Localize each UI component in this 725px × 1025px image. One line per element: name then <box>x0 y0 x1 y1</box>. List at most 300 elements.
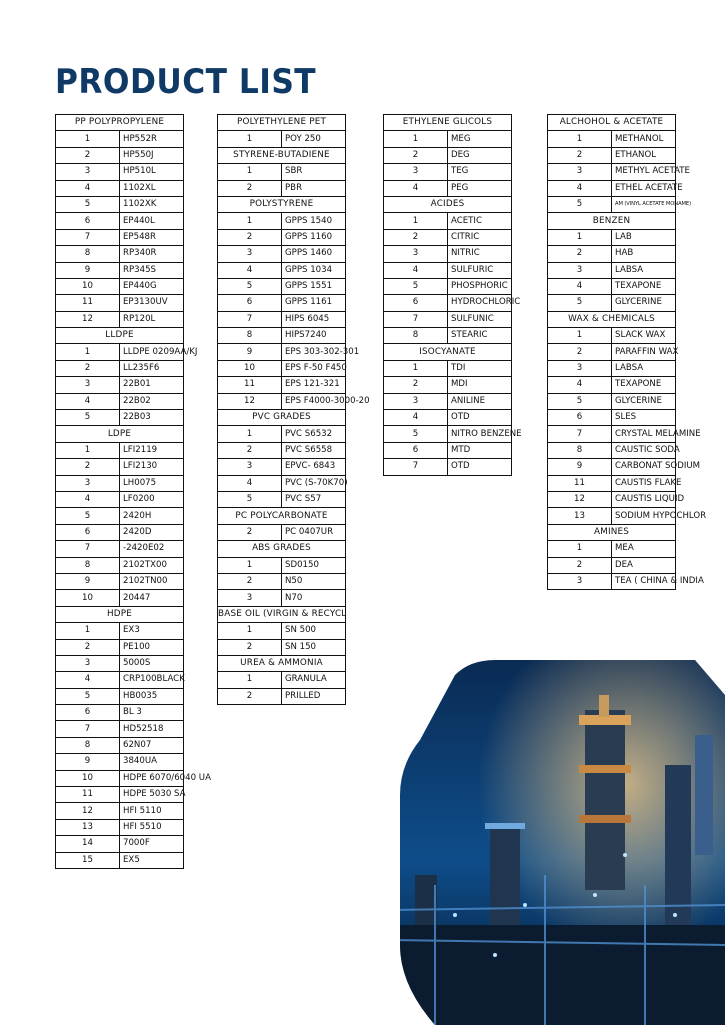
item-number: 5 <box>548 393 612 409</box>
table-row <box>56 393 184 409</box>
item-number: 7 <box>218 311 282 327</box>
section-header-benzen: BENZEN <box>548 213 676 229</box>
table-row <box>384 213 512 229</box>
product-name: LABSA <box>612 360 676 376</box>
product-name: CARBONAT SODIUM <box>612 459 676 475</box>
item-number: 2 <box>218 688 282 704</box>
product-name: LFI2119 <box>120 442 184 458</box>
section-header-row <box>218 541 346 557</box>
product-name: SD0150 <box>282 557 346 573</box>
item-number: 11 <box>56 787 120 803</box>
table-row <box>218 344 346 360</box>
table-row <box>56 475 184 491</box>
table-row <box>56 377 184 393</box>
product-name: GPPS 1540 <box>282 213 346 229</box>
product-name: SLES <box>612 410 676 426</box>
table-row <box>56 705 184 721</box>
product-name: 2420D <box>120 524 184 540</box>
product-name: BL 3 <box>120 705 184 721</box>
item-number: 14 <box>56 836 120 852</box>
table-row <box>548 164 676 180</box>
item-number: 1 <box>384 213 448 229</box>
section-header-lldpe: LLDPE <box>56 328 184 344</box>
table-row <box>218 311 346 327</box>
table-row <box>548 147 676 163</box>
item-number: 1 <box>56 344 120 360</box>
table-row <box>218 573 346 589</box>
product-name: RP120L <box>120 311 184 327</box>
item-number: 8 <box>56 246 120 262</box>
item-number: 3 <box>384 164 448 180</box>
product-name: OTD <box>448 459 512 475</box>
item-number: 3 <box>218 459 282 475</box>
item-number: 4 <box>384 262 448 278</box>
item-number: 12 <box>218 393 282 409</box>
table-row <box>548 131 676 147</box>
item-number: 6 <box>548 410 612 426</box>
product-name: PARAFFIN WAX <box>612 344 676 360</box>
table-row <box>56 852 184 868</box>
product-name: GPPS 1034 <box>282 262 346 278</box>
product-name: GLYCERINE <box>612 393 676 409</box>
table-row <box>56 557 184 573</box>
refinery-photo <box>395 655 725 1025</box>
item-number: 2 <box>548 147 612 163</box>
item-number: 5 <box>218 278 282 294</box>
item-number: 7 <box>384 311 448 327</box>
item-number: 6 <box>218 295 282 311</box>
section-header-row <box>384 344 512 360</box>
table-row <box>384 278 512 294</box>
item-number: 4 <box>384 410 448 426</box>
section-header-hdpe: HDPE <box>56 606 184 622</box>
table-row <box>384 262 512 278</box>
product-name: TDI <box>448 360 512 376</box>
table-row <box>56 655 184 671</box>
product-name: HFI 5110 <box>120 803 184 819</box>
table-row <box>56 721 184 737</box>
table-row <box>218 393 346 409</box>
table-row <box>218 688 346 704</box>
product-name: SODIUM HYPOCHLOR <box>612 508 676 524</box>
table-row <box>548 459 676 475</box>
product-name: TEG <box>448 164 512 180</box>
product-name: GPPS 1551 <box>282 278 346 294</box>
table-row <box>56 491 184 507</box>
table-row <box>56 278 184 294</box>
section-header-row <box>218 655 346 671</box>
product-name: PRILLED <box>282 688 346 704</box>
product-name: PHOSPHORIC <box>448 278 512 294</box>
product-name: NITRO BENZENE <box>448 426 512 442</box>
item-number: 5 <box>56 410 120 426</box>
item-number: 10 <box>56 590 120 606</box>
product-name: MEG <box>448 131 512 147</box>
section-header-abs-grades: ABS GRADES <box>218 541 346 557</box>
product-name: STEARIC <box>448 328 512 344</box>
product-name: ETHANOL <box>612 147 676 163</box>
table-row <box>384 147 512 163</box>
section-header-row <box>384 115 512 131</box>
product-name: EX3 <box>120 623 184 639</box>
table-row <box>218 328 346 344</box>
item-number: 1 <box>548 541 612 557</box>
table-row <box>548 410 676 426</box>
table-row <box>548 344 676 360</box>
item-number: 2 <box>384 229 448 245</box>
product-name: EP440L <box>120 213 184 229</box>
item-number: 1 <box>384 360 448 376</box>
product-table <box>55 114 211 869</box>
product-name: PVC S6558 <box>282 442 346 458</box>
section-header-row <box>218 606 346 622</box>
product-name: CRP100BLACK <box>120 672 184 688</box>
item-number: 3 <box>56 655 120 671</box>
table-row <box>56 180 184 196</box>
item-number: 2 <box>218 524 282 540</box>
product-name: RP345S <box>120 262 184 278</box>
product-name: HDPE 6070/6040 UA <box>120 770 184 786</box>
page-title: PRODUCT LIST <box>55 62 317 102</box>
product-name: CRYSTAL MELAMINE <box>612 426 676 442</box>
product-name: GLYCERINE <box>612 295 676 311</box>
product-name: POY 250 <box>282 131 346 147</box>
item-number: 1 <box>218 131 282 147</box>
item-number: 4 <box>56 393 120 409</box>
table-row <box>384 131 512 147</box>
item-number: 5 <box>56 508 120 524</box>
table-row <box>218 475 346 491</box>
product-name: LF0200 <box>120 491 184 507</box>
product-name: PBR <box>282 180 346 196</box>
table-row <box>56 770 184 786</box>
product-name: EP440G <box>120 278 184 294</box>
section-header-base-oil-virgin-recycl: BASE OIL (VIRGIN & RECYCL <box>218 606 346 622</box>
product-name: SN 150 <box>282 639 346 655</box>
product-name: EP3130UV <box>120 295 184 311</box>
item-number: 2 <box>218 442 282 458</box>
item-number: 7 <box>56 541 120 557</box>
product-name: 7000F <box>120 836 184 852</box>
product-name: EPVC- 6843 <box>282 459 346 475</box>
product-column-1 <box>55 114 211 869</box>
item-number: 8 <box>56 737 120 753</box>
table-row <box>384 360 512 376</box>
section-header-row <box>548 524 676 540</box>
product-name: 5000S <box>120 655 184 671</box>
table-row <box>218 442 346 458</box>
table-row <box>56 639 184 655</box>
table-row <box>218 426 346 442</box>
table-row <box>548 393 676 409</box>
item-number: 3 <box>218 590 282 606</box>
item-number: 9 <box>218 344 282 360</box>
section-header-row <box>218 508 346 524</box>
item-number: 1 <box>56 131 120 147</box>
table-row <box>384 180 512 196</box>
item-number: 2 <box>56 147 120 163</box>
product-name: LAB <box>612 229 676 245</box>
item-number: 3 <box>548 360 612 376</box>
table-row <box>56 508 184 524</box>
table-row <box>56 262 184 278</box>
product-name: EPS 303-302-301 <box>282 344 346 360</box>
product-name: N70 <box>282 590 346 606</box>
table-row <box>56 131 184 147</box>
item-number: 4 <box>56 672 120 688</box>
product-name: HIPS7240 <box>282 328 346 344</box>
product-name: TEXAPONE <box>612 377 676 393</box>
item-number: 4 <box>218 475 282 491</box>
product-name: PEG <box>448 180 512 196</box>
product-name: RP340R <box>120 246 184 262</box>
item-number: 10 <box>56 770 120 786</box>
product-name: NITRIC <box>448 246 512 262</box>
product-name: GPPS 1460 <box>282 246 346 262</box>
product-name: MTD <box>448 442 512 458</box>
table-row <box>56 442 184 458</box>
product-name: 22B03 <box>120 410 184 426</box>
product-name: 2420H <box>120 508 184 524</box>
item-number: 6 <box>384 295 448 311</box>
section-header-isocyanate: ISOCYANATE <box>384 344 512 360</box>
section-header-polyethylene-pet: POLYETHYLENE PET <box>218 115 346 131</box>
item-number: 2 <box>56 639 120 655</box>
product-name: HYDROCHLORIC <box>448 295 512 311</box>
item-number: 7 <box>56 229 120 245</box>
table-row <box>56 459 184 475</box>
table-row <box>218 590 346 606</box>
product-name: HB0035 <box>120 688 184 704</box>
table-row <box>548 377 676 393</box>
product-name: 22B01 <box>120 377 184 393</box>
item-number: 7 <box>548 426 612 442</box>
product-name: SBR <box>282 164 346 180</box>
item-number: 1 <box>56 442 120 458</box>
product-name: 62N07 <box>120 737 184 753</box>
section-header-row <box>548 115 676 131</box>
product-name: DEG <box>448 147 512 163</box>
product-name: EP548R <box>120 229 184 245</box>
table-row <box>548 196 676 212</box>
table-row <box>56 737 184 753</box>
product-name: LL235F6 <box>120 360 184 376</box>
item-number: 10 <box>218 360 282 376</box>
item-number: 4 <box>548 180 612 196</box>
table-row <box>218 213 346 229</box>
item-number: 12 <box>56 311 120 327</box>
item-number: 2 <box>548 344 612 360</box>
section-header-pvc-grades: PVC GRADES <box>218 410 346 426</box>
product-name: METHANOL <box>612 131 676 147</box>
section-header-amines: AMINES <box>548 524 676 540</box>
item-number: 11 <box>56 295 120 311</box>
table-row <box>384 426 512 442</box>
item-number: 1 <box>548 229 612 245</box>
section-header-ethylene-glicols: ETHYLENE GLICOLS <box>384 115 512 131</box>
product-name: CAUSTIS LIQUID <box>612 491 676 507</box>
item-number: 4 <box>56 491 120 507</box>
item-number: 9 <box>56 262 120 278</box>
item-number: 11 <box>218 377 282 393</box>
item-number: 5 <box>384 426 448 442</box>
table-row <box>548 442 676 458</box>
table-row <box>56 819 184 835</box>
product-table <box>383 114 522 476</box>
table-row <box>548 229 676 245</box>
table-row <box>218 164 346 180</box>
product-name: SN 500 <box>282 623 346 639</box>
item-number: 13 <box>548 508 612 524</box>
product-name: HIPS 6045 <box>282 311 346 327</box>
product-name: 22B02 <box>120 393 184 409</box>
table-row <box>56 672 184 688</box>
table-row <box>56 836 184 852</box>
table-row <box>384 328 512 344</box>
table-row <box>218 229 346 245</box>
section-header-ldpe: LDPE <box>56 426 184 442</box>
table-row <box>218 491 346 507</box>
product-name: HAB <box>612 246 676 262</box>
product-name: 2102TN00 <box>120 573 184 589</box>
item-number: 5 <box>384 278 448 294</box>
item-number: 15 <box>56 852 120 868</box>
table-row <box>548 491 676 507</box>
item-number: 2 <box>384 377 448 393</box>
table-row <box>56 541 184 557</box>
table-row <box>218 623 346 639</box>
item-number: 3 <box>218 246 282 262</box>
product-name: LLDPE 0209AA/KJ <box>120 344 184 360</box>
item-number: 8 <box>218 328 282 344</box>
table-row <box>384 459 512 475</box>
table-row <box>218 180 346 196</box>
table-row <box>384 442 512 458</box>
product-name: TEA ( CHINA & INDIA <box>612 573 676 589</box>
product-name: HP510L <box>120 164 184 180</box>
item-number: 4 <box>218 262 282 278</box>
table-row <box>218 262 346 278</box>
section-header-urea-ammonia: UREA & AMMONIA <box>218 655 346 671</box>
item-number: 13 <box>56 819 120 835</box>
item-number: 2 <box>56 360 120 376</box>
item-number: 9 <box>56 754 120 770</box>
item-number: 2 <box>218 639 282 655</box>
item-number: 5 <box>548 196 612 212</box>
item-number: 2 <box>56 459 120 475</box>
table-row <box>548 508 676 524</box>
product-name: EPS F4000-3000-20 <box>282 393 346 409</box>
table-row <box>56 295 184 311</box>
product-name: METHYL ACETATE <box>612 164 676 180</box>
section-header-acides: ACIDES <box>384 196 512 212</box>
item-number: 3 <box>56 377 120 393</box>
table-row <box>56 787 184 803</box>
product-name: HD52518 <box>120 721 184 737</box>
table-row <box>384 295 512 311</box>
product-column-2 <box>217 114 370 705</box>
product-column-3 <box>383 114 522 476</box>
item-number: 3 <box>384 246 448 262</box>
product-name: -2420E02 <box>120 541 184 557</box>
item-number: 7 <box>384 459 448 475</box>
section-header-row <box>548 311 676 327</box>
table-row <box>218 131 346 147</box>
item-number: 3 <box>56 475 120 491</box>
table-row <box>548 246 676 262</box>
product-name: PVC (S-70K70) <box>282 475 346 491</box>
item-number: 1 <box>218 672 282 688</box>
item-number: 1 <box>218 557 282 573</box>
section-header-pc-polycarbonate: PC POLYCARBONATE <box>218 508 346 524</box>
item-number: 1 <box>218 164 282 180</box>
section-header-row <box>56 328 184 344</box>
table-row <box>548 573 676 589</box>
table-row <box>384 164 512 180</box>
item-number: 8 <box>384 328 448 344</box>
item-number: 2 <box>548 557 612 573</box>
item-number: 10 <box>56 278 120 294</box>
product-column-4 <box>547 114 707 590</box>
table-row <box>56 147 184 163</box>
item-number: 1 <box>56 623 120 639</box>
table-row <box>548 278 676 294</box>
product-name: OTD <box>448 410 512 426</box>
product-name: HP552R <box>120 131 184 147</box>
product-name: LH0075 <box>120 475 184 491</box>
item-number: 4 <box>384 180 448 196</box>
product-name: CAUSTIC SODA <box>612 442 676 458</box>
table-row <box>56 410 184 426</box>
product-name: 20447 <box>120 590 184 606</box>
table-row <box>218 295 346 311</box>
item-number: 8 <box>548 442 612 458</box>
table-row <box>56 524 184 540</box>
item-number: 7 <box>56 721 120 737</box>
table-row <box>56 590 184 606</box>
table-row <box>218 377 346 393</box>
item-number: 2 <box>218 573 282 589</box>
product-name: MEA <box>612 541 676 557</box>
product-name: 3840UA <box>120 754 184 770</box>
product-name: PC 0407UR <box>282 524 346 540</box>
table-row <box>384 377 512 393</box>
item-number: 4 <box>548 278 612 294</box>
item-number: 6 <box>56 705 120 721</box>
section-header-alchohol-acetate: ALCHOHOL & ACETATE <box>548 115 676 131</box>
section-header-row <box>56 115 184 131</box>
table-row <box>384 410 512 426</box>
table-row <box>218 557 346 573</box>
item-number: 6 <box>56 524 120 540</box>
section-header-pp-polypropylene: PP POLYPROPYLENE <box>56 115 184 131</box>
table-row <box>56 754 184 770</box>
section-header-row <box>548 213 676 229</box>
product-name: SULFUNIC <box>448 311 512 327</box>
table-row <box>56 360 184 376</box>
item-number: 6 <box>384 442 448 458</box>
product-name: ETHEL ACETATE <box>612 180 676 196</box>
product-name: 1102XK <box>120 196 184 212</box>
table-row <box>548 328 676 344</box>
item-number: 11 <box>548 475 612 491</box>
product-name: HP550J <box>120 147 184 163</box>
table-row <box>56 344 184 360</box>
section-header-wax-chemicals: WAX & CHEMICALS <box>548 311 676 327</box>
table-row <box>218 278 346 294</box>
section-header-polystyrene: POLYSTYRENE <box>218 196 346 212</box>
table-row <box>548 541 676 557</box>
